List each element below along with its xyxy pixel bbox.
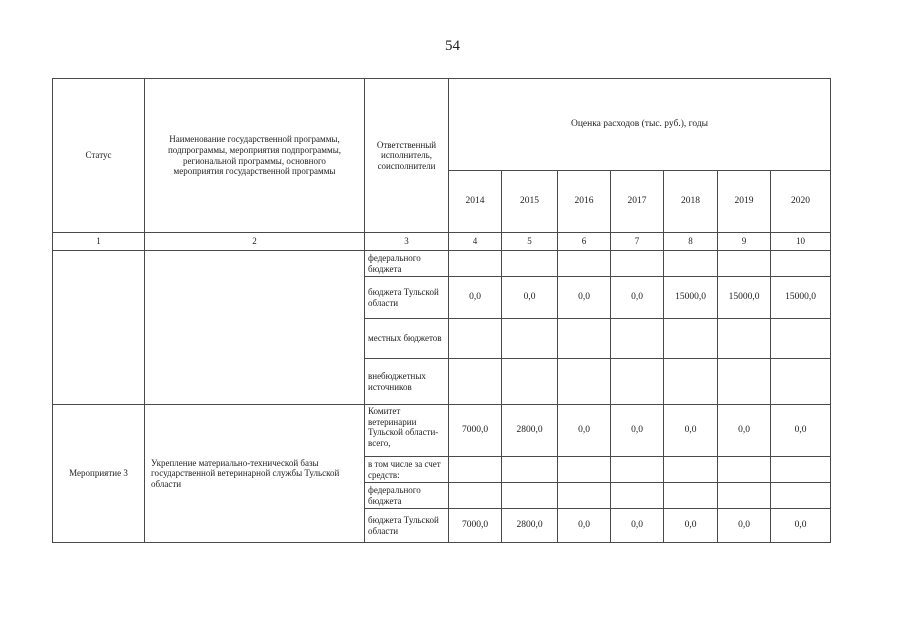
value-cell [558, 483, 611, 509]
status-cell: Мероприятие 3 [53, 405, 145, 543]
year-cell: 2015 [502, 171, 558, 233]
value-cell [664, 483, 718, 509]
funding-source: внебюджетных источников [365, 359, 449, 405]
value-cell: 0,0 [502, 277, 558, 319]
column-number: 2 [145, 233, 365, 251]
value-cell [502, 483, 558, 509]
year-cell: 2016 [558, 171, 611, 233]
value-cell: 15000,0 [664, 277, 718, 319]
column-number: 5 [502, 233, 558, 251]
value-cell: 0,0 [558, 405, 611, 457]
year-cell: 2014 [449, 171, 502, 233]
funding-source: в том числе за счет средств: [365, 457, 449, 483]
column-number: 10 [771, 233, 831, 251]
value-cell [449, 359, 502, 405]
value-cell: 7000,0 [449, 509, 502, 543]
value-cell [611, 319, 664, 359]
column-number: 1 [53, 233, 145, 251]
value-cell: 15000,0 [771, 277, 831, 319]
column-number-row [53, 233, 831, 251]
value-cell: 0,0 [718, 405, 771, 457]
value-cell [558, 359, 611, 405]
value-cell [502, 251, 558, 277]
value-cell [718, 457, 771, 483]
value-cell [664, 457, 718, 483]
value-cell: 0,0 [611, 509, 664, 543]
value-cell [558, 457, 611, 483]
column-number: 6 [558, 233, 611, 251]
status-cell-empty [53, 251, 145, 405]
value-cell: 2800,0 [502, 509, 558, 543]
value-cell [718, 319, 771, 359]
value-cell: 0,0 [664, 405, 718, 457]
value-cell: 2800,0 [502, 405, 558, 457]
year-cell: 2020 [771, 171, 831, 233]
value-cell [611, 359, 664, 405]
value-cell [664, 319, 718, 359]
column-number: 3 [365, 233, 449, 251]
value-cell [558, 319, 611, 359]
value-cell: 0,0 [771, 509, 831, 543]
value-cell [771, 251, 831, 277]
status-header: Статус [53, 79, 145, 233]
year-cell: 2018 [664, 171, 718, 233]
value-cell [611, 251, 664, 277]
value-cell [771, 483, 831, 509]
header-row [53, 79, 831, 171]
costs-header: Оценка расходов (тыс. руб.), годы [449, 79, 831, 171]
funding-source: бюджета Тульской области [365, 509, 449, 543]
value-cell [502, 359, 558, 405]
column-number: 4 [449, 233, 502, 251]
value-cell [611, 457, 664, 483]
value-cell [502, 457, 558, 483]
value-cell: 0,0 [611, 277, 664, 319]
value-cell [664, 359, 718, 405]
value-cell [771, 359, 831, 405]
funding-source: бюджета Тульской области [365, 277, 449, 319]
value-cell [718, 251, 771, 277]
value-cell: 0,0 [611, 405, 664, 457]
page-number: 54 [445, 38, 460, 54]
table-row [53, 405, 831, 457]
value-cell [718, 359, 771, 405]
value-cell: 0,0 [664, 509, 718, 543]
column-number: 8 [664, 233, 718, 251]
name-header: Наименование государственной программы, подпрограммы, мероприятия подпрограммы, региональной программы, основного мероприятия государственной программы [145, 79, 365, 233]
value-cell: 0,0 [771, 405, 831, 457]
value-cell [449, 319, 502, 359]
value-cell [449, 457, 502, 483]
year-cell: 2019 [718, 171, 771, 233]
column-number: 7 [611, 233, 664, 251]
value-cell: 0,0 [558, 277, 611, 319]
funding-source: Комитет ветеринарии Тульской области- всего, [365, 405, 449, 457]
responsible-header: Ответственный исполнитель, соисполнители [365, 79, 449, 233]
value-cell [502, 319, 558, 359]
value-cell [449, 251, 502, 277]
value-cell [611, 483, 664, 509]
value-cell: 15000,0 [718, 277, 771, 319]
value-cell [771, 457, 831, 483]
value-cell: 7000,0 [449, 405, 502, 457]
funding-source: федерального бюджета [365, 483, 449, 509]
name-cell-empty [145, 251, 365, 405]
value-cell: 0,0 [558, 509, 611, 543]
value-cell [771, 319, 831, 359]
value-cell [449, 483, 502, 509]
funding-source: федерального бюджета [365, 251, 449, 277]
funding-source: местных бюджетов [365, 319, 449, 359]
value-cell [664, 251, 718, 277]
event-name-cell: Укрепление материально-технической базы государственной ветеринарной службы Тульской области [145, 405, 365, 543]
year-cell: 2017 [611, 171, 664, 233]
value-cell [558, 251, 611, 277]
value-cell [718, 483, 771, 509]
table-row [53, 251, 831, 277]
budget-table [52, 78, 831, 543]
column-number: 9 [718, 233, 771, 251]
value-cell: 0,0 [449, 277, 502, 319]
value-cell: 0,0 [718, 509, 771, 543]
